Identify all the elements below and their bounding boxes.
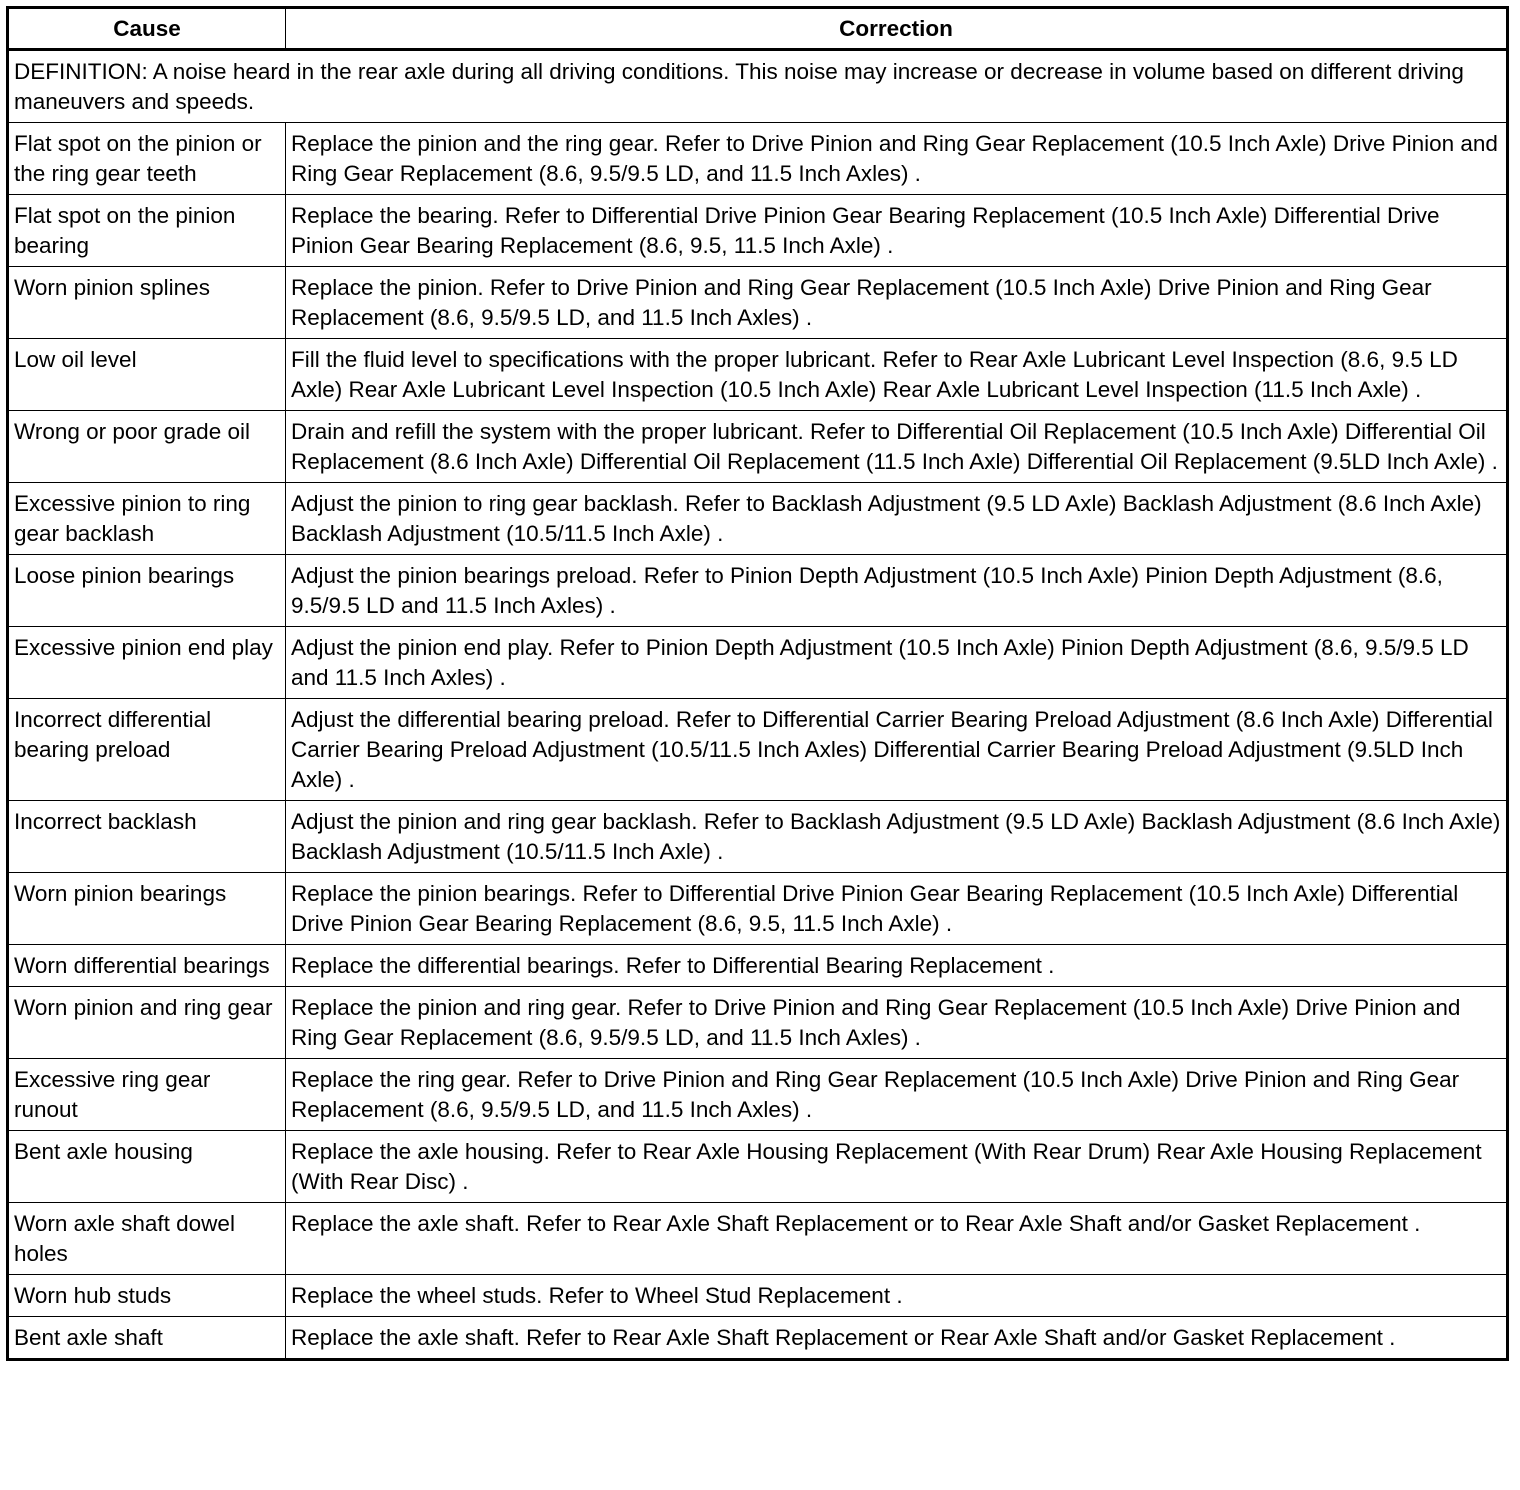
cause-cell: Bent axle shaft <box>8 1317 286 1360</box>
table-row <box>8 1203 1508 1275</box>
table-row <box>8 1059 1508 1131</box>
table-row <box>8 483 1508 555</box>
cause-cell: Excessive pinion end play <box>8 627 286 699</box>
table-row <box>8 1317 1508 1360</box>
correction-cell: Adjust the pinion bearings preload. Refer to Pinion Depth Adjustment (10.5 Inch Axle) Pinion Depth Adjustment (8.6, 9.5/9.5 LD and 11.5 Inch Axles) . <box>286 555 1508 627</box>
cause-cell: Wrong or poor grade oil <box>8 411 286 483</box>
cause-cell: Excessive ring gear runout <box>8 1059 286 1131</box>
table-row <box>8 123 1508 195</box>
table-row <box>8 339 1508 411</box>
cause-cell: Incorrect backlash <box>8 801 286 873</box>
correction-cell: Replace the bearing. Refer to Differential Drive Pinion Gear Bearing Replacement (10.5 Inch Axle) Differential Drive Pinion Gear Bearing Replacement (8.6, 9.5, 11.5 Inch Axle) . <box>286 195 1508 267</box>
correction-cell: Replace the pinion and ring gear. Refer to Drive Pinion and Ring Gear Replacement (10.5 Inch Axle) Drive Pinion and Ring Gear Replacement (8.6, 9.5/9.5 LD, and 11.5 Inch Axles) . <box>286 987 1508 1059</box>
header-correction: Correction <box>286 8 1508 50</box>
correction-cell: Adjust the pinion to ring gear backlash. Refer to Backlash Adjustment (9.5 LD Axle) Backlash Adjustment (8.6 Inch Axle) Backlash Adjustment (10.5/11.5 Inch Axle) . <box>286 483 1508 555</box>
table-row <box>8 195 1508 267</box>
definition-cell: DEFINITION: A noise heard in the rear axle during all driving conditions. This noise may increase or decrease in volume based on different driving maneuvers and speeds. <box>8 50 1508 123</box>
cause-cell: Flat spot on the pinion bearing <box>8 195 286 267</box>
correction-cell: Replace the pinion bearings. Refer to Differential Drive Pinion Gear Bearing Replacement (10.5 Inch Axle) Differential Drive Pinion Gear Bearing Replacement (8.6, 9.5, 11.5 Inch Axle) . <box>286 873 1508 945</box>
correction-cell: Replace the axle housing. Refer to Rear Axle Housing Replacement (With Rear Drum) Rear Axle Housing Replacement (With Rear Disc) . <box>286 1131 1508 1203</box>
table-row <box>8 801 1508 873</box>
table-row <box>8 555 1508 627</box>
correction-cell: Drain and refill the system with the proper lubricant. Refer to Differential Oil Replacement (10.5 Inch Axle) Differential Oil Replacement (8.6 Inch Axle) Differential Oil Replacement (11.5 Inch Axle) Differential Oil Replacement (9.5LD Inch Axle) . <box>286 411 1508 483</box>
cause-cell: Loose pinion bearings <box>8 555 286 627</box>
diagnostic-table <box>6 6 1509 1361</box>
correction-cell: Fill the fluid level to specifications with the proper lubricant. Refer to Rear Axle Lubricant Level Inspection (8.6, 9.5 LD Axle) Rear Axle Lubricant Level Inspection (10.5 Inch Axle) Rear Axle Lubricant Level Inspection (11.5 Inch Axle) . <box>286 339 1508 411</box>
table-row <box>8 987 1508 1059</box>
correction-cell: Replace the wheel studs. Refer to Wheel Stud Replacement . <box>286 1275 1508 1317</box>
correction-cell: Replace the differential bearings. Refer to Differential Bearing Replacement . <box>286 945 1508 987</box>
correction-cell: Replace the pinion and the ring gear. Refer to Drive Pinion and Ring Gear Replacement (10.5 Inch Axle) Drive Pinion and Ring Gear Replacement (8.6, 9.5/9.5 LD, and 11.5 Inch Axles) . <box>286 123 1508 195</box>
table-row <box>8 267 1508 339</box>
correction-cell: Replace the axle shaft. Refer to Rear Axle Shaft Replacement or to Rear Axle Shaft and/or Gasket Replacement . <box>286 1203 1508 1275</box>
table-row <box>8 945 1508 987</box>
header-row <box>8 8 1508 50</box>
correction-cell: Replace the axle shaft. Refer to Rear Axle Shaft Replacement or Rear Axle Shaft and/or Gasket Replacement . <box>286 1317 1508 1360</box>
table-row <box>8 873 1508 945</box>
table-row <box>8 411 1508 483</box>
cause-cell: Worn pinion splines <box>8 267 286 339</box>
cause-cell: Low oil level <box>8 339 286 411</box>
cause-cell: Bent axle housing <box>8 1131 286 1203</box>
cause-cell: Worn pinion and ring gear <box>8 987 286 1059</box>
table-row <box>8 699 1508 801</box>
correction-cell: Adjust the differential bearing preload. Refer to Differential Carrier Bearing Preload Adjustment (8.6 Inch Axle) Differential Carrier Bearing Preload Adjustment (10.5/11.5 Inch Axles) Differential Carrier Bearing Preload Adjustment (9.5LD Inch Axle) . <box>286 699 1508 801</box>
correction-cell: Adjust the pinion and ring gear backlash. Refer to Backlash Adjustment (9.5 LD Axle) Backlash Adjustment (8.6 Inch Axle) Backlash Adjustment (10.5/11.5 Inch Axle) . <box>286 801 1508 873</box>
header-cause: Cause <box>8 8 286 50</box>
table-row <box>8 1131 1508 1203</box>
cause-cell: Worn axle shaft dowel holes <box>8 1203 286 1275</box>
cause-cell: Flat spot on the pinion or the ring gear teeth <box>8 123 286 195</box>
cause-cell: Incorrect differential bearing preload <box>8 699 286 801</box>
table-row <box>8 627 1508 699</box>
correction-cell: Adjust the pinion end play. Refer to Pinion Depth Adjustment (10.5 Inch Axle) Pinion Depth Adjustment (8.6, 9.5/9.5 LD and 11.5 Inch Axles) . <box>286 627 1508 699</box>
correction-cell: Replace the pinion. Refer to Drive Pinion and Ring Gear Replacement (10.5 Inch Axle) Drive Pinion and Ring Gear Replacement (8.6, 9.5/9.5 LD, and 11.5 Inch Axles) . <box>286 267 1508 339</box>
cause-cell: Worn pinion bearings <box>8 873 286 945</box>
cause-cell: Worn differential bearings <box>8 945 286 987</box>
cause-cell: Worn hub studs <box>8 1275 286 1317</box>
cause-cell: Excessive pinion to ring gear backlash <box>8 483 286 555</box>
correction-cell: Replace the ring gear. Refer to Drive Pinion and Ring Gear Replacement (10.5 Inch Axle) Drive Pinion and Ring Gear Replacement (8.6, 9.5/9.5 LD, and 11.5 Inch Axles) . <box>286 1059 1508 1131</box>
definition-row <box>8 50 1508 123</box>
table-body <box>8 50 1508 1360</box>
table-row <box>8 1275 1508 1317</box>
